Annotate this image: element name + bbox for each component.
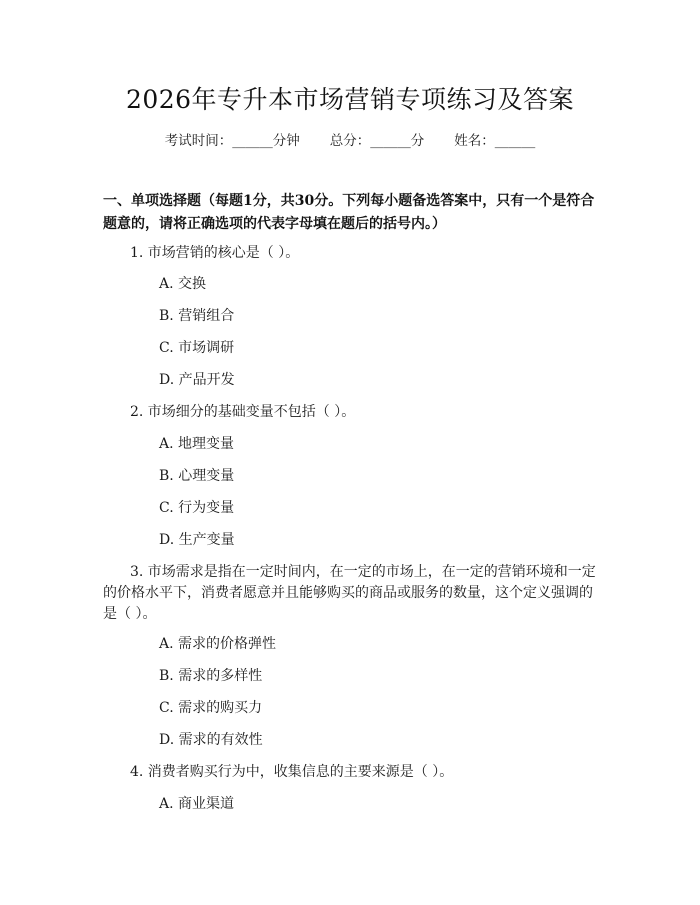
question-stem: 4. 消费者购买行为中，收集信息的主要来源是（ ）。 [130, 764, 454, 780]
option-1a: A. 交换 [159, 276, 207, 292]
section-heading: 一、单项选择题（每题1分，共30分。下列每小题备选答案中，只有一个是符合题意的，请将正确选项的代表字母填在题后的括号内。） [103, 193, 595, 232]
option-3c: C. 需求的购买力 [159, 700, 263, 716]
question-3 [103, 562, 603, 625]
option-1d: D. 产品开发 [159, 372, 235, 388]
option-2b: B. 心理变量 [159, 468, 235, 484]
exam-meta-line [0, 131, 700, 151]
question-1 [103, 243, 603, 264]
option-2a: A. 地理变量 [159, 436, 235, 452]
question-stem: 3. 市场需求是指在一定时间内，在一定的市场上，在一定的营销环境和一定的价格水平下，消费者愿意并且能够购买的商品或服务的数量，这个定义强调的是（ ）。 [103, 564, 596, 622]
option-3b: B. 需求的多样性 [159, 668, 263, 684]
option-1c: C. 市场调研 [159, 340, 235, 356]
exam-time-field: 考试时间：______分钟 [164, 133, 300, 149]
question-stem: 1. 市场营销的核心是（ ）。 [130, 245, 300, 261]
option-3d: D. 需求的有效性 [159, 732, 263, 748]
question-stem: 2. 市场细分的基础变量不包括（ ）。 [130, 404, 356, 420]
option-1b: B. 营销组合 [159, 308, 235, 324]
question-4 [103, 762, 603, 783]
document-title: 2026年专升本市场营销专项练习及答案 [125, 85, 575, 114]
name-field: 姓名：______ [454, 133, 536, 149]
option-2c: C. 行为变量 [159, 500, 235, 516]
question-2 [103, 402, 603, 423]
option-3a: A. 需求的价格弹性 [159, 636, 277, 652]
total-score-field: 总分：______分 [329, 133, 425, 149]
option-2d: D. 生产变量 [159, 532, 235, 548]
option-4a: A. 商业渠道 [159, 796, 235, 812]
